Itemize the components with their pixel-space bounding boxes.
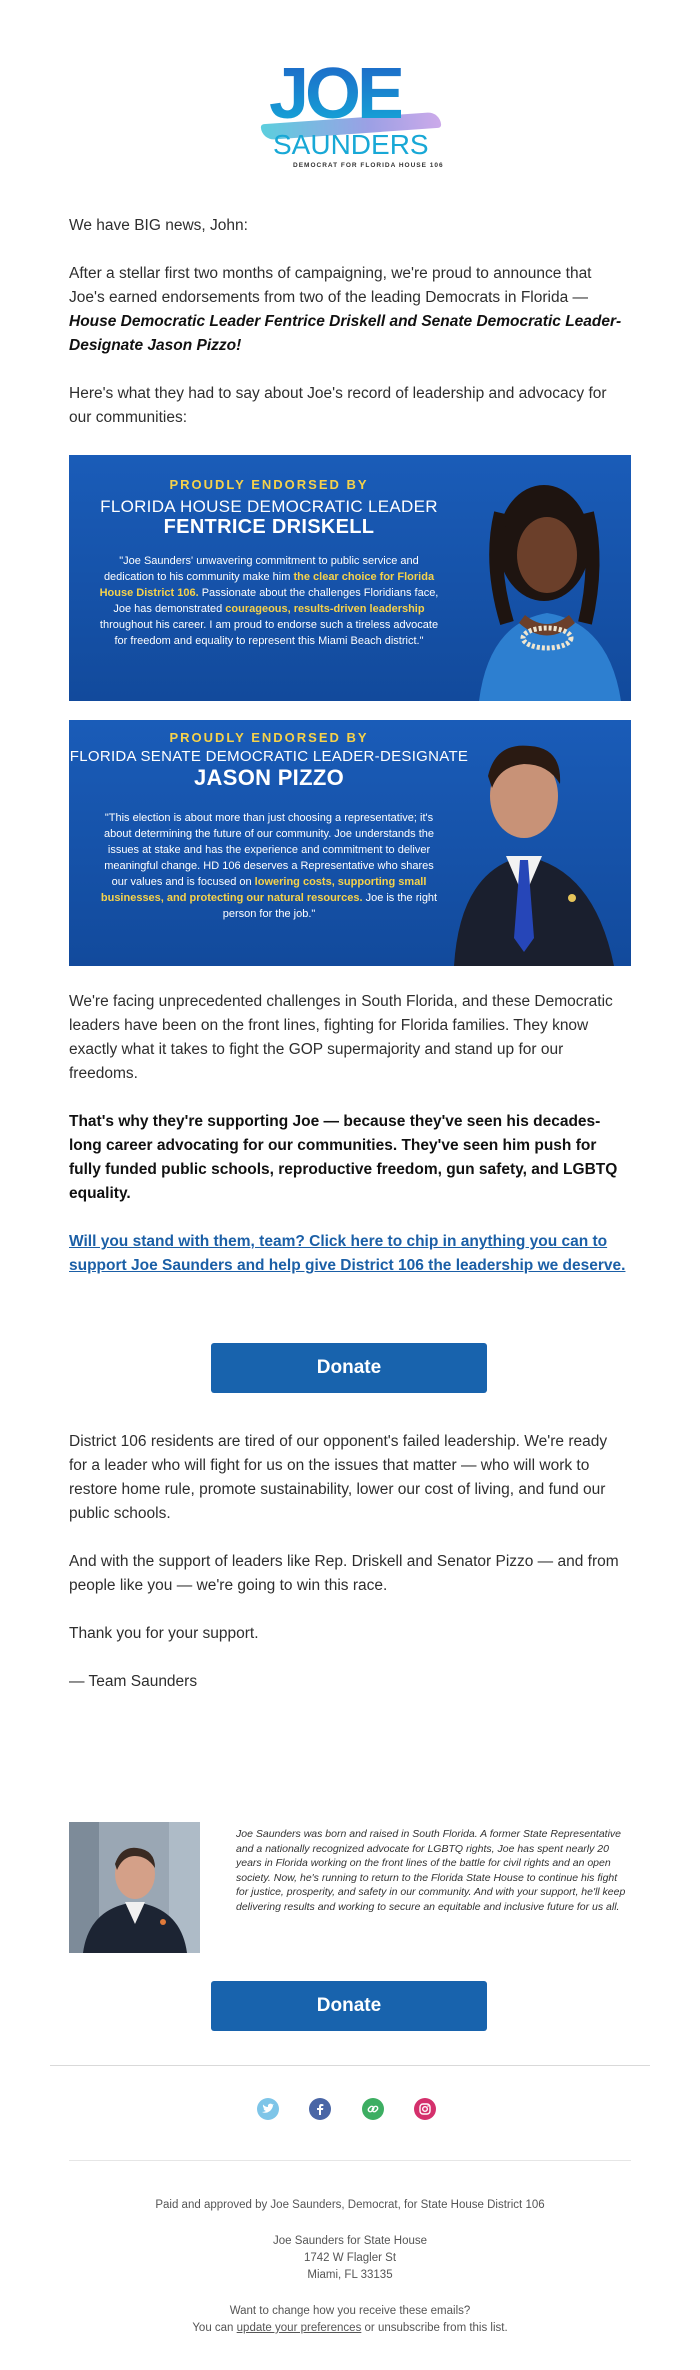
intro-emphasis: House Democratic Leader Fentrice Driskell and Senate Democratic Leader-Designate Jason Pizzo! (69, 313, 622, 354)
endorsement-banner-pizzo (69, 720, 631, 966)
pizzo-photo (444, 728, 631, 966)
intro-text: After a stellar first two months of campaigning, we're proud to announce that Joe's earned endorsements from two of the leading Democrats in Florida — (69, 265, 592, 306)
twitter-icon[interactable] (257, 2098, 279, 2120)
driskell-role: FLORIDA HOUSE DEMOCRATIC LEADER (100, 497, 438, 516)
you-can-text: You can (192, 2322, 237, 2334)
city-address: Miami, FL 33135 (307, 2269, 393, 2281)
challenges-paragraph: We're facing unprecedented challenges in South Florida, and these Democratic leaders have been on the front lines, fighting for Florida families. They know exactly what it takes to fight the GOP supermajority and stand up for our freedoms. (69, 993, 613, 1082)
driskell-quote-c: throughout his career. I am proud to endorse such a tireless advocate for freedom and equality to represent this Miami Beach district." (99, 619, 439, 647)
donate-button-primary[interactable]: Donate (211, 1343, 487, 1393)
signoff-text: — Team Saunders (69, 1673, 198, 1690)
donate-button-secondary[interactable]: Donate (211, 1981, 487, 2031)
campaign-logo (255, 54, 455, 173)
preferences-line (0, 2320, 700, 2337)
thanks-text: Thank you for your support. (69, 1625, 259, 1642)
pizzo-quote-b: Joe is the right person for the job." (222, 892, 438, 920)
win-paragraph: And with the support of leaders like Rep. Driskell and Senator Pizzo — and from people like you — we're going to win this race. (69, 1553, 619, 1594)
logo-tagline: DEMOCRAT FOR FLORIDA HOUSE 106 (293, 162, 444, 169)
logo-name-bottom: SAUNDERS (273, 129, 429, 160)
district-paragraph: District 106 residents are tired of our opponent's failed leadership. We're ready for a leader who will fight for us on the issues that matter — who will work to restore home rule, promote sustainability, lower our cost of living, and fund our public schools. (69, 1433, 608, 1522)
footer-divider-2 (69, 2160, 631, 2161)
joe-saunders-photo (69, 1822, 200, 1953)
link-icon[interactable] (362, 2098, 384, 2120)
pizzo-quote-highlight: lowering costs, supporting small businesses, and protecting our natural resources. (100, 876, 427, 904)
pizzo-name: JASON PIZZO (194, 765, 344, 790)
change-preferences-question: Want to change how you receive these emails? (229, 2305, 471, 2317)
driskell-quote-highlight-1: the clear choice for Florida House District 106. (99, 571, 435, 599)
pizzo-role: FLORIDA SENATE DEMOCRATIC LEADER-DESIGNATE (69, 748, 469, 765)
intro-paragraph (69, 262, 629, 358)
driskell-name: FENTRICE DRISKELL (163, 516, 375, 538)
pizzo-quote (95, 810, 443, 922)
cta-paragraph (69, 1230, 629, 1278)
driskell-kicker: PROUDLY ENDORSED BY (169, 477, 369, 492)
unsubscribe-text: or unsubscribe from this list. (361, 2322, 508, 2334)
street-address: 1742 W Flagler St (303, 2252, 397, 2264)
pizzo-kicker: PROUDLY ENDORSED BY (169, 730, 369, 745)
cta-donate-link[interactable]: Will you stand with them, team? Click here to chip in anything you can to support Joe Saunders and help give District 106 the leadership we deserve. (69, 1233, 626, 1274)
instagram-icon[interactable] (414, 2098, 436, 2120)
logo-name-top: JOE (269, 54, 402, 134)
org-name: Joe Saunders for State House (272, 2235, 428, 2247)
facebook-icon[interactable] (309, 2098, 331, 2120)
driskell-quote (97, 553, 441, 649)
lead-in-paragraph: Here's what they had to say about Joe's record of leadership and advocacy for our communities: (69, 385, 607, 426)
greeting: We have BIG news, John: (69, 217, 248, 234)
footer-divider (50, 2065, 650, 2066)
driskell-quote-b: Passionate about the challenges Floridians face, Joe has demonstrated (113, 587, 439, 615)
update-preferences-link[interactable]: update your preferences (236, 2322, 362, 2334)
driskell-photo (449, 473, 631, 701)
candidate-bio: Joe Saunders was born and raised in South Florida. A former State Representative and a nationally recognized advocate for LGBTQ rights, Joe has spent nearly 20 years in Florida working on the front lines of the battle for civil rights and an open society. Now, he's running to return to the Florida State House to continue his fight for justice, prosperity, and safety in our community. And with your support, he'll keep delivering results and working to secure an equitable and inclusive future for us all. (236, 1828, 626, 1913)
pizzo-quote-a: "This election is about more than just choosing a representative; it's about determining the future of our community. Joe understands the issues at stake and has the experience and commitment to deliver meaningful change. HD 106 deserves a Representative who shares our values and is focused on (104, 812, 434, 888)
endorsement-banner-driskell (69, 455, 631, 701)
paid-for-disclaimer: Paid and approved by Joe Saunders, Democrat, for State House District 106 (155, 2199, 545, 2211)
driskell-quote-a: "Joe Saunders' unwavering commitment to public service and dedication to his community make him (103, 555, 419, 583)
driskell-quote-highlight-2: courageous, results-driven leadership (225, 603, 425, 615)
supporting-paragraph: That's why they're supporting Joe — because they've seen his decades-long career advocating for our communities. They've seen him push for fully funded public schools, reproductive freedom, gun safety, and LGBTQ equality. (69, 1113, 618, 1202)
